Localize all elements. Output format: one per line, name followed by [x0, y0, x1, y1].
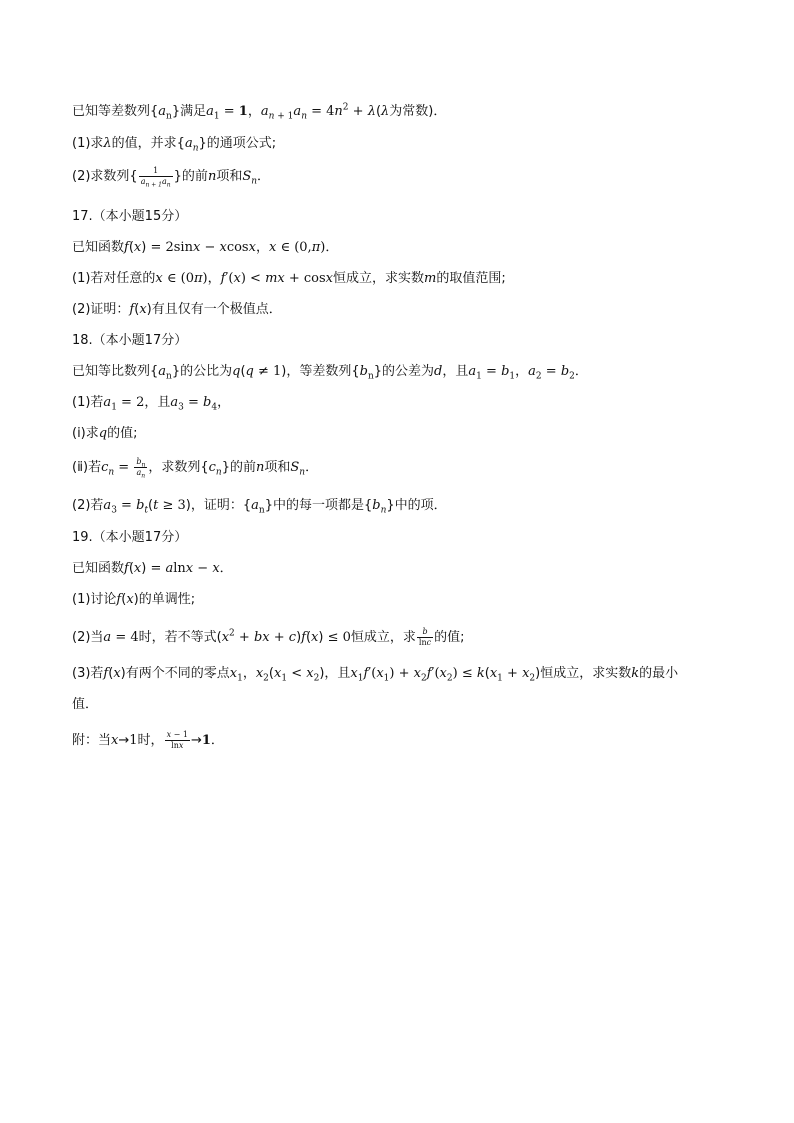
q19-header: 19.（本小题17分） — [72, 530, 188, 545]
q19-part2: (2)当a = 4时，若不等式($x^2$ + bx + c)f(x) ≤ 0恒成立，求 $\frac{b}{\ln c}$ 的值; — [72, 627, 465, 647]
q18-part2: (2)若$a_3 = b_t(t \ge 3)$，证明：$\{a_n\}$中的每一项都是$\{b_n\}$中的项． — [72, 498, 447, 516]
q19-part3-line1: (3)若f(x)有两个不同的零点$x_1$，$x_2(x_1 < x_2)$，且$x_1f'(x_1) + x_2f'(x_2) \le k(x_1 + x_2)$恒成立，求实数k的最小 — [72, 666, 679, 684]
q19-part1: (1)讨论f(x)的单调性; — [72, 592, 196, 607]
q18-part1: (1)若$a_1 = 2$，且$a_3 = b_4$， — [72, 395, 231, 413]
q17-stem: 已知函数f(x) = 2sinx − xcosx，x ∈ (0,π)． — [72, 240, 339, 255]
fraction-b-over-lnc: $\frac{b}{\ln c}$ — [418, 627, 432, 647]
fraction-bn-over-an: $\frac{b_n}{a_n}$ — [136, 457, 146, 480]
q16-part1: (1)求λ的值，并求$\{a_n\}$的通项公式; — [72, 136, 277, 154]
q19-part3-line2: 值． — [72, 697, 99, 712]
q16-part2: (2)求数列{ $\frac{1}{a_{n + 1}a_n}$ }的前n项和$S_n$． — [72, 166, 271, 189]
q17-part2: (2)证明：f(x)有且仅有一个极值点． — [72, 302, 282, 317]
q19-stem: 已知函数f(x) = alnx − x． — [72, 561, 233, 576]
q17-part1: (1)若对任意的x ∈ (0π)，f′(x) < mx + cosx恒成立，求实数m的取值范围; — [72, 271, 506, 286]
fraction-x-minus-1-over-lnx: $\frac{x - 1}{\ln x}$ — [166, 730, 188, 750]
fraction-1-over-an1an: $\frac{1}{a_{n + 1}a_n}$ — [140, 166, 171, 189]
q18-part1-i: (ⅰ)求q的值; — [72, 426, 138, 441]
q17-header: 17.（本小题15分） — [72, 209, 188, 224]
q18-part1-ii: (ⅱ)若$c_n$ = $\frac{b_n}{a_n}$ ，求数列$\{c_n\}$的前n项和$S_n$． — [72, 457, 319, 480]
q18-header: 18.（本小题17分） — [72, 333, 188, 348]
q18-stem: 已知等比数列$\{a_n\}$的公比为q(q ≠ 1)，等差数列$\{b_n\}$的公差为d，且$a_1 = b_1$，$a_2 = b_2$． — [72, 364, 588, 382]
q19-note: 附：当x→1时， $\frac{x - 1}{\ln x}$ →1． — [72, 730, 224, 750]
q16-stem: 已知等差数列$\{a_n\}$满足$a_1 = 1$，$a_{n + 1}a_n = 4n^2 + \lambda(\lambda$为常数)． — [72, 102, 447, 122]
